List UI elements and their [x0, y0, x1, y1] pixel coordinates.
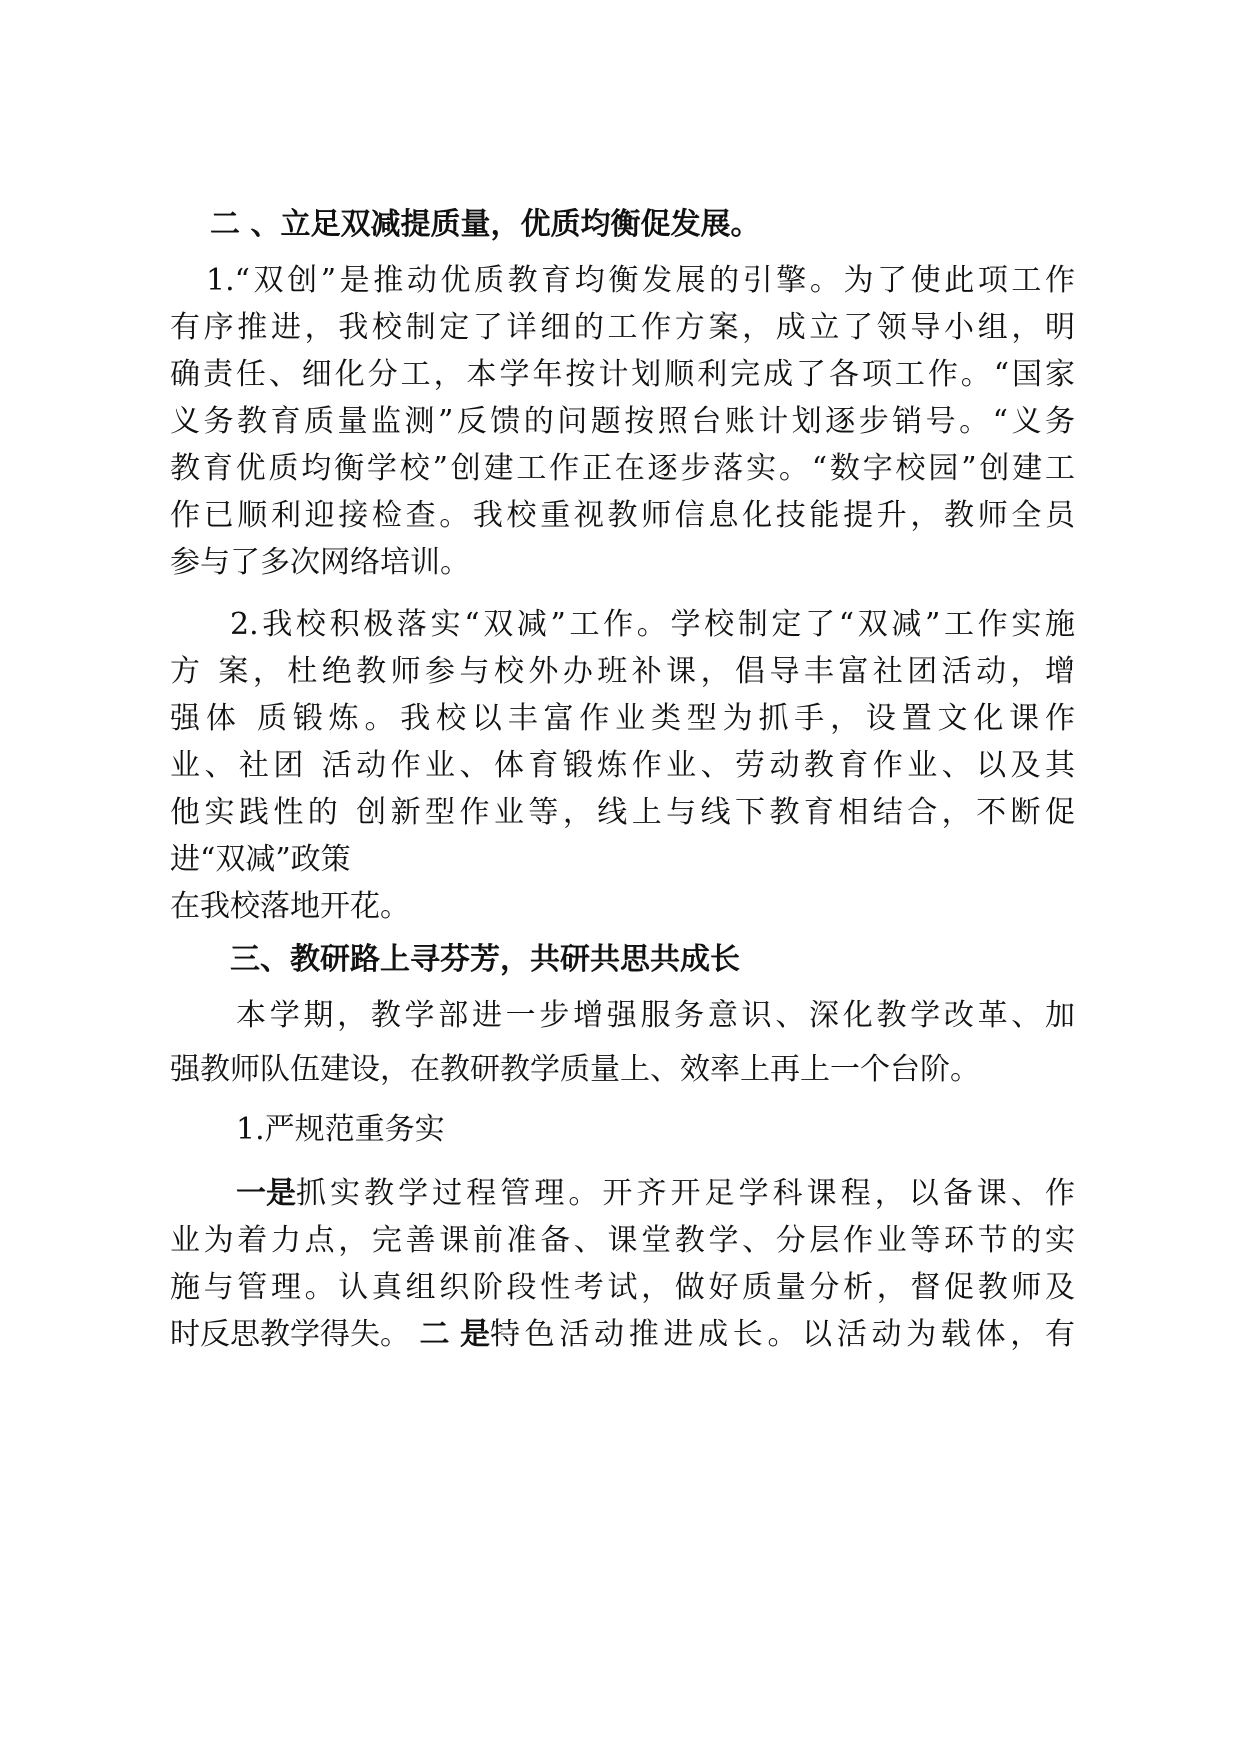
para1-line-7: 参与了多次网络培训。 [170, 545, 470, 580]
para2-line-7: 在我校落地开花。 [170, 889, 410, 924]
para2-line-3: 强体 质锻炼。我校以丰富作业类型为抓手，设置文化课作 [170, 701, 1075, 736]
para4-line-3: 施与管理。认真组织阶段性考试，做好质量分析，督促教师及 [170, 1270, 1075, 1305]
para2-line-1: 2.我校积极落实“双减”工作。学校制定了“双减”工作实施 [230, 607, 1075, 642]
para4-lead-2: 二 是 [419, 1317, 490, 1352]
para2-line-5: 他实践性的 创新型作业等，线上与线下教育相结合，不断促 [170, 795, 1075, 830]
para3-line-2: 强教师队伍建设，在教研教学质量上、效率上再上一个台阶。 [170, 1052, 980, 1087]
section3-heading: 三、教研路上寻芬芳，共研共思共成长 [230, 942, 740, 977]
para4-line-4 [170, 1315, 1075, 1355]
para4-lead-1: 一是 [236, 1176, 296, 1211]
para1-line-4: 义务教育质量监测”反馈的问题按照台账计划逐步销号。“义务 [170, 404, 1075, 439]
para1-line-3: 确责任、细化分工，本学年按计划顺利完成了各项工作。“国家 [170, 357, 1075, 392]
para1-line-5: 教育优质均衡学校”创建工作正在逐步落实。“数字校园”创建工 [170, 451, 1075, 486]
para4-line-1-text: 抓实教学过程管理。开齐开足学科课程，以备课、作 [296, 1176, 1075, 1211]
para4-line-2: 业为着力点，完善课前准备、课堂教学、分层作业等环节的实 [170, 1223, 1075, 1258]
para2-line-2: 方 案，杜绝教师参与校外办班补课，倡导丰富社团活动，增 [170, 654, 1075, 689]
para1-line-1: 1.“双创”是推动优质教育均衡发展的引擎。为了使此项工作 [206, 263, 1075, 298]
para3-line-1: 本学期，教学部进一步增强服务意识、深化教学改革、加 [236, 998, 1075, 1033]
para4-line-4-text-b: 特色活动推进成长。以活动为载体，有 [490, 1317, 1075, 1352]
subheading-1: 1.严规范重务实 [236, 1112, 445, 1147]
para2-line-4: 业、社团 活动作业、体育锻炼作业、劳动教育作业、以及其 [170, 748, 1075, 783]
para1-line-6: 作已顺利迎接检查。我校重视教师信息化技能提升，教师全员 [170, 498, 1075, 533]
para2-line-6: 进“双减”政策 [170, 842, 351, 877]
para1-line-2: 有序推进，我校制定了详细的工作方案，成立了领导小组，明 [170, 310, 1075, 345]
para4-line-4-text-a: 时反思教学得失。 [170, 1317, 420, 1352]
section2-heading: 二 、立足双减提质量，优质均衡促发展。 [210, 207, 761, 242]
para4-line-1 [236, 1174, 1075, 1214]
